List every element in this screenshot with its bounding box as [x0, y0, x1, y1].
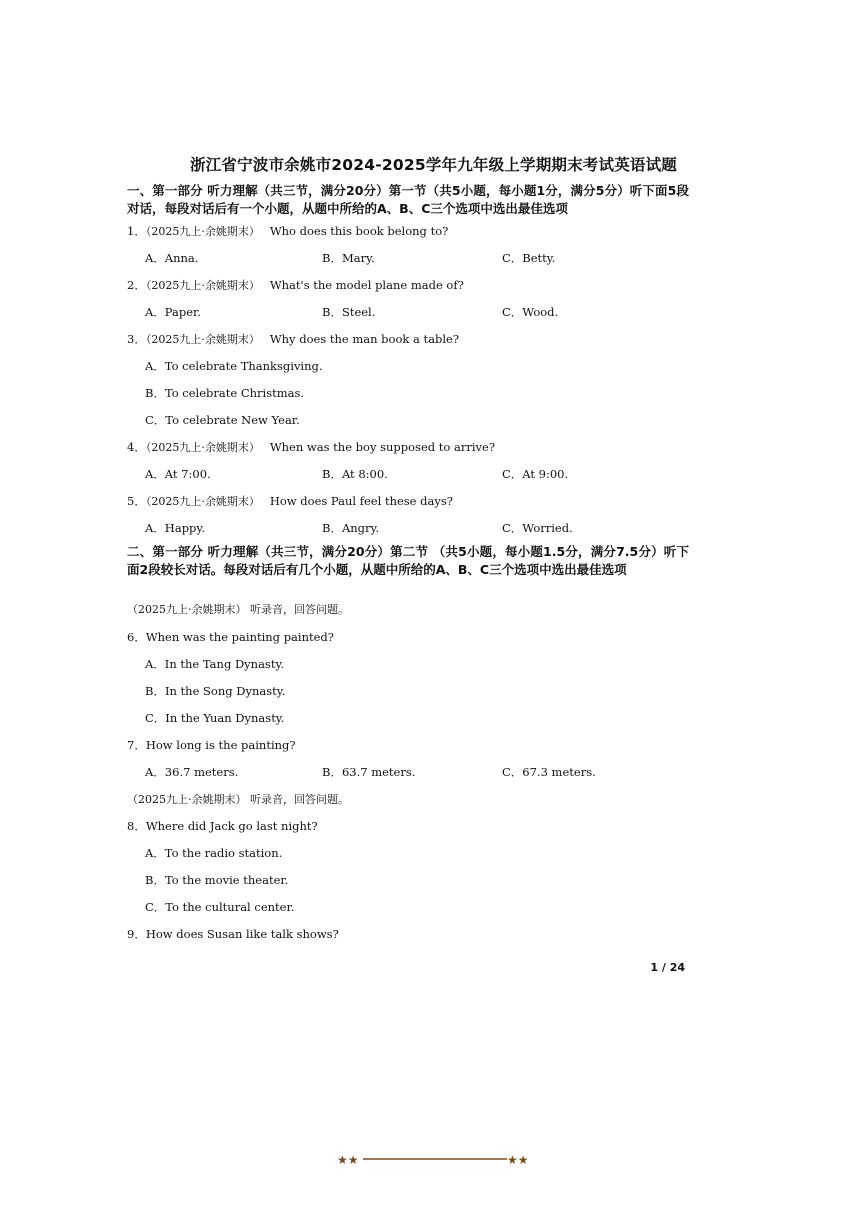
option-c[interactable]: C．Betty. — [502, 251, 556, 265]
option-c[interactable]: C．To celebrate New Year. — [145, 413, 300, 427]
question-text: How long is the painting? — [145, 738, 296, 752]
question-source: （2025九上·余姚期末） — [145, 495, 260, 508]
option-c[interactable]: C．Wood. — [502, 305, 559, 319]
question-1 — [127, 224, 697, 239]
group-note: （2025九上·余姚期末） 听录音，回答问题。 — [127, 793, 349, 806]
question-4-options — [145, 467, 685, 482]
question-source: （2025九上·余姚期末） — [145, 333, 260, 346]
option-c[interactable]: C．In the Yuan Dynasty. — [145, 711, 285, 725]
question-2-options — [145, 305, 685, 320]
option-c[interactable]: C．To the cultural center. — [145, 900, 295, 914]
group-note: （2025九上·余姚期末） 听录音，回答问题。 — [127, 603, 349, 616]
question-number: 9． — [127, 927, 146, 941]
option-a[interactable]: A．To celebrate Thanksgiving. — [145, 359, 323, 373]
option-a[interactable]: A．At 7:00. — [145, 467, 211, 481]
option-b[interactable]: B．Steel. — [322, 305, 376, 319]
option-b[interactable]: B．Mary. — [322, 251, 375, 265]
question-number: 4． — [127, 440, 146, 454]
question-1-options — [145, 251, 685, 266]
question-text: Who does this book belong to? — [269, 224, 449, 238]
question-source: （2025九上·余姚期末） — [145, 279, 260, 292]
option-c[interactable]: C．Worried. — [502, 521, 573, 535]
question-text: Where did Jack go last night? — [145, 819, 318, 833]
option-b[interactable]: B．63.7 meters. — [322, 765, 416, 779]
question-number: 3． — [127, 332, 146, 346]
question-number: 6． — [127, 630, 146, 644]
question-text: What's the model plane made of? — [269, 278, 464, 292]
section-heading-part2: 二、第一部分 听力理解（共三节，满分20分）第二节 （共5小题，每小题1.5分，满分7.5分）听下面2段较长对话。每段对话后有几个小题，从题中所给的A、B、C三个选项中选出最佳选项 — [127, 544, 689, 577]
footer-stars-right: ★★ — [507, 1153, 529, 1167]
option-a[interactable]: A．36.7 meters. — [145, 765, 239, 779]
option-c[interactable]: C．67.3 meters. — [502, 765, 596, 779]
option-a[interactable]: A．Paper. — [145, 305, 201, 319]
option-b[interactable]: B．In the Song Dynasty. — [145, 684, 286, 698]
question-source: （2025九上·余姚期末） — [145, 225, 260, 238]
question-4 — [127, 440, 697, 455]
page-title: 浙江省宁波市余姚市2024-2025学年九年级上学期期末考试英语试题 — [189, 156, 677, 174]
question-source: （2025九上·余姚期末） — [145, 441, 260, 454]
option-b[interactable]: B．To celebrate Christmas. — [145, 386, 305, 400]
question-3 — [127, 332, 697, 347]
question-number: 5． — [127, 494, 146, 508]
question-text: Why does the man book a table? — [269, 332, 459, 346]
question-5 — [127, 494, 697, 509]
option-b[interactable]: B．Angry. — [322, 521, 380, 535]
question-8 — [127, 819, 697, 834]
page-number: 1 / 24 — [650, 961, 685, 974]
question-text: When was the boy supposed to arrive? — [269, 440, 495, 454]
option-c[interactable]: C．At 9:00. — [502, 467, 569, 481]
question-number: 2． — [127, 278, 146, 292]
question-text: When was the painting painted? — [145, 630, 334, 644]
question-text: How does Susan like talk shows? — [145, 927, 339, 941]
option-b[interactable]: B．To the movie theater. — [145, 873, 289, 887]
option-a[interactable]: A．Happy. — [145, 521, 206, 535]
footer-divider-icon — [337, 1151, 533, 1167]
option-b[interactable]: B．At 8:00. — [322, 467, 388, 481]
option-a[interactable]: A．To the radio station. — [145, 846, 283, 860]
option-a[interactable]: A．In the Tang Dynasty. — [145, 657, 285, 671]
question-5-options — [145, 521, 685, 536]
question-number: 1． — [127, 224, 146, 238]
question-9 — [127, 927, 697, 942]
footer-decoration — [337, 1151, 533, 1167]
question-text: How does Paul feel these days? — [269, 494, 453, 508]
question-2 — [127, 278, 697, 293]
footer-stars-left: ★★ — [337, 1153, 359, 1167]
question-7 — [127, 738, 697, 753]
question-7-options — [145, 765, 685, 780]
section-heading-part1: 一、第一部分 听力理解（共三节，满分20分）第一节（共5小题，每小题1分，满分5分）听下面5段对话，每段对话后有一个小题，从题中所给的A、B、C三个选项中选出最佳选项 — [127, 183, 689, 216]
option-a[interactable]: A．Anna. — [145, 251, 199, 265]
question-number: 7． — [127, 738, 146, 752]
question-6 — [127, 630, 697, 645]
question-number: 8． — [127, 819, 146, 833]
